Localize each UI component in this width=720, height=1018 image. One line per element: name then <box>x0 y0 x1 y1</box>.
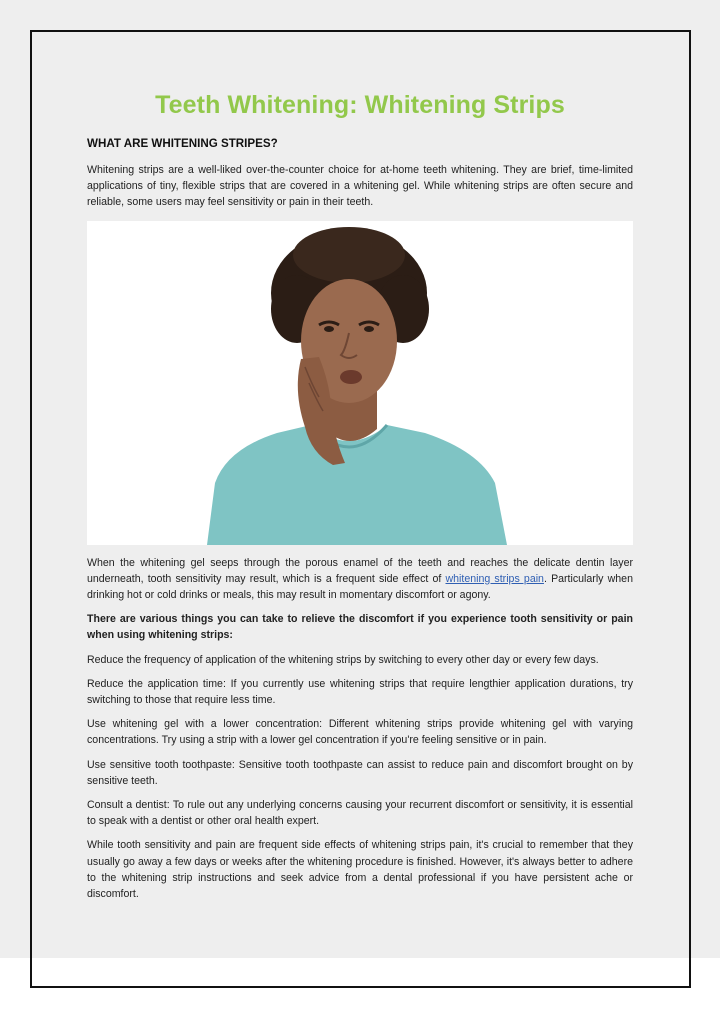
photo-illustration <box>87 221 633 545</box>
tip-paragraph: Use sensitive tooth toothpaste: Sensitive tooth toothpaste can assist to reduce pain and discomfort brought on by sensitive teeth. <box>87 758 633 787</box>
relief-intro-paragraph: There are various things you can take to relieve the discomfort if you experience tooth sensitivity or pain when using whitening strips: <box>87 613 633 642</box>
whitening-strips-pain-link[interactable]: whitening strips pain <box>445 572 544 585</box>
document-content <box>87 88 633 902</box>
sensitivity-text-end: . Particularly when drinking hot or cold drinks or meals, this may result in momentary discomfort or agony. <box>87 572 633 602</box>
sensitivity-paragraph <box>87 555 633 604</box>
tip-paragraph: Reduce the frequency of application of the whitening strips by switching to every other day or every few days. <box>87 653 599 666</box>
tip-paragraph: Use whitening gel with a lower concentration: Different whitening strips provide whitening gel with varying concentrations. Try using a strip with a lower gel concentration if you're feeling sensitive or in pain. <box>87 718 633 747</box>
woman-toothache-photo <box>87 221 633 545</box>
tip-paragraph: Consult a dentist: To rule out any underlying concerns causing your recurrent discomfort or sensitivity, it is essential to speak with a dentist or other oral health expert. <box>87 799 633 828</box>
sensitivity-text: When the whitening gel seeps through the porous enamel of the teeth and reaches the delicate dentin layer underneath, tooth sensitivity may result, which is a frequent side effect of <box>87 556 633 585</box>
document-title: Teeth Whitening: Whitening Strips <box>155 91 565 119</box>
tip-paragraph: Reduce the application time: If you currently use whitening strips that require lengthier application durations, try switching to those that require less time. <box>87 677 633 707</box>
closing-paragraph: While tooth sensitivity and pain are frequent side effects of whitening strips pain, it's crucial to remember that they usually go away a few days or weeks after the whitening procedure is finished. However, it's always better to adhere to the whitening strip instructions and seek advice from a dental professional if you have persistent ache or discomfort. <box>87 839 633 901</box>
intro-paragraph: Whitening strips are a well-liked over-the-counter choice for at-home teeth whitening. They are brief, time-limited applications of tiny, flexible strips that are covered in a whitening gel. While whitening strips are often secure and reliable, some users may feel sensitivity or pain in their teeth. <box>87 164 633 209</box>
section-heading: WHAT ARE WHITENING STRIPES? <box>87 137 278 150</box>
